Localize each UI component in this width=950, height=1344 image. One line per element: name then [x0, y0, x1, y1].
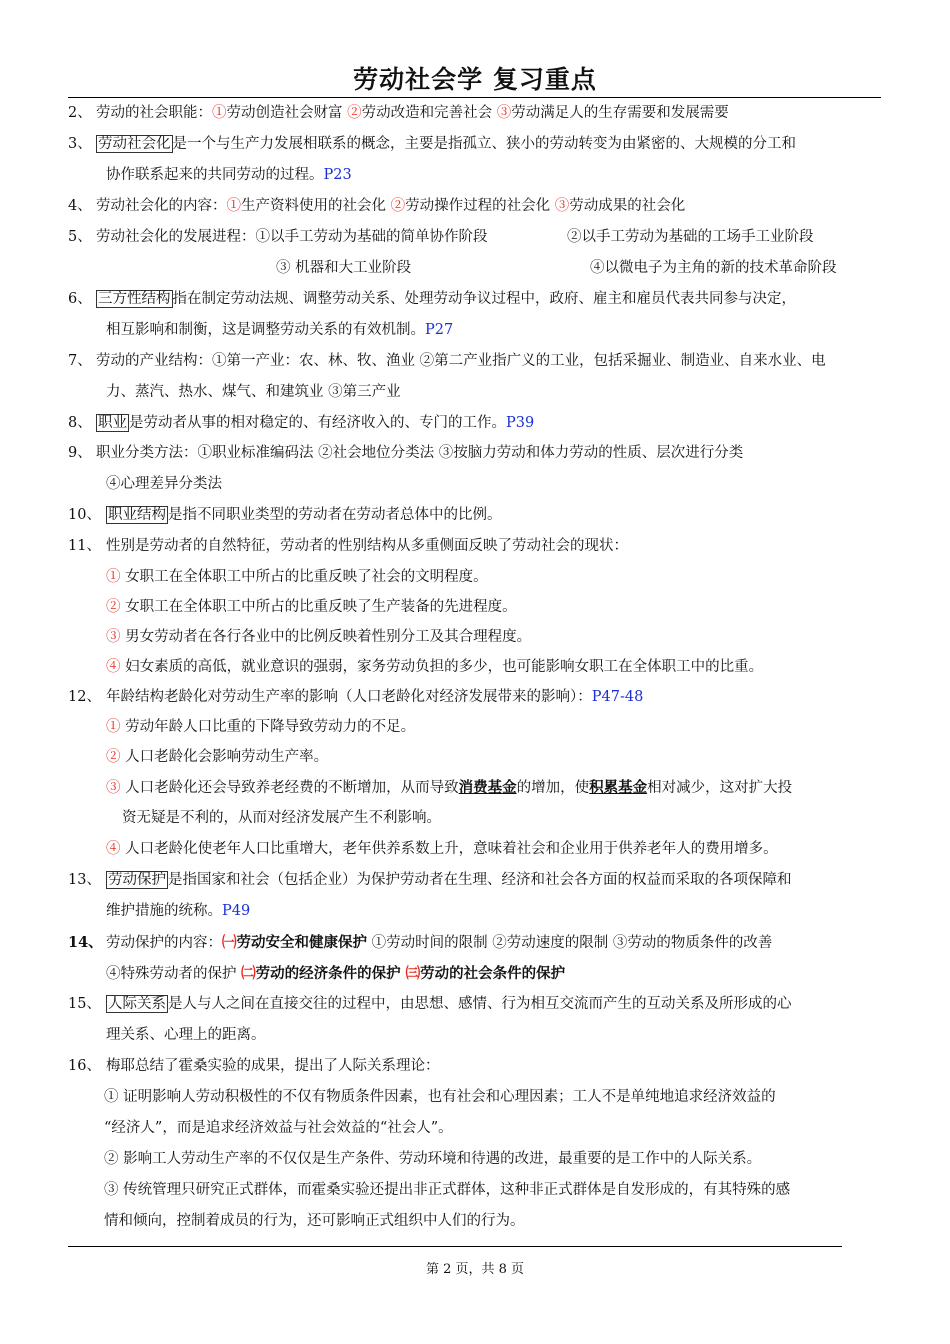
- item-number: 3、: [68, 136, 92, 152]
- item-text: 是人与人之间在直接交往的过程中，由思想、感情、行为相互交流而产生的互动关系及所形成的心: [168, 996, 792, 1012]
- marker: ③: [554, 198, 570, 214]
- marker: ①: [106, 719, 121, 735]
- marker: ④: [106, 659, 121, 675]
- marker: ②: [390, 198, 406, 214]
- page-reference: P39: [506, 415, 535, 431]
- item-16: 梅耶总结了霍桑实验的成果，提出了人际关系理论：: [106, 1058, 440, 1074]
- page-title: 劳动社会学 复习重点: [353, 65, 597, 94]
- key-term: 消费基金: [458, 779, 517, 796]
- key-term: 劳动的社会条件的保护: [420, 965, 566, 982]
- item-7-cont: 力、蒸汽、热水、煤气、和建筑业 ③第三产业: [106, 384, 401, 400]
- item-text: 劳动社会化的内容：: [96, 198, 227, 214]
- item-6: [96, 284, 796, 315]
- boxed-term: 劳动保护: [108, 872, 166, 888]
- item-text: 女职工在全体职工中所占的比重反映了生产装备的先进程度。: [120, 599, 517, 615]
- item-11-sub-2: [106, 592, 517, 623]
- item-16-sub-3: ③ 传统管理只研究正式群体，而霍桑实验还提出非正式群体，这种非正式群体是自发形成的，有其特殊的感: [104, 1182, 791, 1198]
- item-12-sub-3: [106, 772, 792, 804]
- item-text: 指在制定劳动法规、调整劳动关系、处理劳动争议过程中，政府、雇主和雇员代表共同参与决定，: [172, 291, 796, 307]
- item-text: 劳动创造社会财富: [226, 105, 348, 121]
- item-2: [96, 98, 729, 129]
- boxed-term: 职业结构: [108, 507, 166, 523]
- item-text: 劳动改造和完善社会: [361, 105, 497, 121]
- item-12-sub-4: [106, 834, 778, 865]
- item-3: [96, 129, 796, 160]
- item-text: 人口老龄化会影响劳动生产率。: [120, 749, 329, 765]
- item-11-sub-3: [106, 622, 531, 653]
- item-text: 劳动保护的内容：: [106, 935, 222, 951]
- item-number: 7、: [68, 353, 92, 369]
- page-reference: P47-48: [591, 689, 644, 705]
- item-text: 劳动年龄人口比重的下降导致劳动力的不足。: [120, 719, 416, 735]
- item-11-sub-4: [106, 652, 763, 683]
- marker: ㈡: [241, 965, 256, 982]
- item-text: 人口老龄化使老年人口比重增大，老年供养系数上升，意味着社会和企业用于供养老年人的费用增多。: [120, 841, 778, 857]
- marker: ②: [106, 749, 121, 765]
- marker: ③: [106, 629, 121, 645]
- item-12: [106, 682, 643, 713]
- boxed-term: 职业: [98, 415, 127, 431]
- marker: ②: [106, 599, 121, 615]
- item-13-cont: [106, 896, 250, 927]
- item-16-sub-3-cont: 情和倾向，控制着成员的行为，还可影响正式组织中人们的行为。: [104, 1213, 525, 1229]
- item-14: [106, 927, 772, 959]
- boxed-term: 劳动社会化: [98, 136, 171, 152]
- item-text: 妇女素质的高低，就业意识的强弱，家务劳动负担的多少，也可能影响女职工在全体职工中的比重。: [120, 659, 764, 675]
- item-number: 9、: [68, 445, 92, 461]
- item-12-sub-2: [106, 742, 328, 773]
- item-text: 是指国家和社会（包括企业）为保护劳动者在生理、经济和社会各方面的权益而采取的各项保障和: [168, 872, 792, 888]
- item-number: 2、: [68, 105, 92, 121]
- item-text: ①劳动时间的限制 ②劳动速度的限制 ③劳动的物质条件的改善: [367, 935, 773, 951]
- item-9: 职业分类方法：①职业标准编码法 ②社会地位分类法 ③按脑力劳动和体力劳动的性质、层次进行分类: [96, 445, 744, 461]
- item-number: 5、: [68, 229, 92, 245]
- marker: ①: [212, 105, 227, 121]
- boxed-term: 人际关系: [108, 996, 166, 1012]
- item-number: 15、: [68, 996, 101, 1012]
- key-term: 积累基金: [589, 779, 648, 796]
- item-number: 10、: [68, 507, 101, 523]
- item-11-sub-1: [106, 562, 488, 593]
- marker: ㈢: [405, 965, 421, 982]
- item-number: 12、: [68, 689, 101, 705]
- item-number: 6、: [68, 291, 92, 307]
- item-16-sub-1: ① 证明影响人劳动积极性的不仅有物质条件因素，也有社会和心理因素；工人不是单纯地追求经济效益的: [104, 1089, 776, 1105]
- item-5-a: 劳动社会化的发展进程：①以手工劳动为基础的简单协作阶段: [96, 229, 488, 245]
- item-15-cont: 理关系、心理上的距离。: [106, 1027, 266, 1043]
- item-text: 是一个与生产力发展相联系的概念，主要是指孤立、狭小的劳动转变为由紧密的、大规模的分工和: [172, 136, 796, 152]
- item-14-cont: [106, 958, 565, 990]
- item-12-sub-1: [106, 712, 415, 743]
- item-13: [106, 865, 792, 896]
- item-text: 女职工在全体职工中所占的比重反映了社会的文明程度。: [120, 569, 488, 585]
- item-number: 16、: [68, 1058, 101, 1074]
- marker: ①: [106, 569, 121, 585]
- item-text: 年龄结构老龄化对劳动生产率的影响（人口老龄化对经济发展带来的影响）：: [106, 689, 592, 705]
- item-text: ④特殊劳动者的保护: [106, 966, 242, 982]
- item-text: 劳动成果的社会化: [569, 198, 686, 214]
- item-text: 是劳动者从事的相对稳定的、有经济收入的、专门的工作。: [129, 415, 506, 431]
- item-4: [96, 191, 685, 222]
- item-15: [106, 989, 792, 1020]
- marker: ㈠: [222, 934, 237, 951]
- item-3-cont: [106, 160, 352, 191]
- item-6-cont: [106, 315, 453, 346]
- page-reference: P27: [425, 322, 454, 338]
- item-5-c: ③ 机器和大工业阶段: [276, 260, 412, 276]
- marker: ③: [106, 780, 121, 796]
- item-5-d: ④以微电子为主角的新的技术革命阶段: [590, 260, 837, 276]
- item-text: 是指不同职业类型的劳动者在劳动者总体中的比例。: [168, 507, 502, 523]
- item-text: 生产资料使用的社会化: [241, 198, 391, 214]
- item-12-sub-3-cont: 资无疑是不利的，从而对经济发展产生不利影响。: [122, 810, 441, 826]
- item-number: 14、: [68, 934, 103, 951]
- item-5-b: ②以手工劳动为基础的工场手工业阶段: [567, 229, 814, 245]
- item-number: 8、: [68, 415, 92, 431]
- marker: ②: [347, 105, 362, 121]
- item-text: 维护措施的统称。: [106, 903, 222, 919]
- marker: ④: [106, 841, 121, 857]
- item-text: 的增加，使: [516, 780, 590, 796]
- item-text: 人口老龄化还会导致养老经费的不断增加，从而导致: [120, 780, 459, 796]
- item-10: [106, 500, 502, 531]
- item-number: 4、: [68, 198, 92, 214]
- item-text: 劳动满足人的生存需要和发展需要: [511, 105, 729, 121]
- item-text: 男女劳动者在各行各业中的比例反映着性别分工及其合理程度。: [120, 629, 532, 645]
- footer-divider: [68, 1246, 842, 1247]
- item-9-cont: ④心理差异分类法: [106, 476, 222, 492]
- item-text: 协作联系起来的共同劳动的过程。: [106, 167, 324, 183]
- item-7: 劳动的产业结构：①第一产业：农、林、牧、渔业 ②第二产业指广义的工业，包括采掘业、制造业、自来水业、电: [96, 353, 826, 369]
- item-text: 相互影响和制衡，这是调整劳动关系的有效机制。: [106, 322, 425, 338]
- item-text: 相对减少，这对扩大投: [647, 780, 793, 796]
- page-reference: P49: [222, 903, 251, 919]
- marker: ③: [496, 105, 512, 121]
- boxed-term: 三方性结构: [98, 291, 171, 307]
- item-number: 11、: [68, 538, 101, 554]
- item-16-sub-1-cont: “经济人”，而是追求经济效益与社会效益的“社会人”。: [104, 1120, 453, 1136]
- item-16-sub-2: ② 影响工人劳动生产率的不仅仅是生产条件、劳动环境和待遇的改进，最重要的是工作中的人际关系。: [104, 1151, 762, 1167]
- item-number: 13、: [68, 872, 101, 888]
- item-11: 性别是劳动者的自然特征，劳动者的性别结构从多重侧面反映了劳动社会的现状：: [106, 538, 628, 554]
- item-text: 劳动操作过程的社会化: [405, 198, 555, 214]
- page-footer: 第 2 页，共 8 页: [425, 1262, 525, 1277]
- marker: ①: [226, 198, 241, 214]
- item-8: [96, 408, 534, 439]
- key-term: 劳动安全和健康保护: [236, 934, 367, 951]
- page-reference: P23: [323, 167, 352, 183]
- item-text: 劳动的社会职能：: [96, 105, 212, 121]
- key-term: 劳动的经济条件的保护: [255, 965, 406, 982]
